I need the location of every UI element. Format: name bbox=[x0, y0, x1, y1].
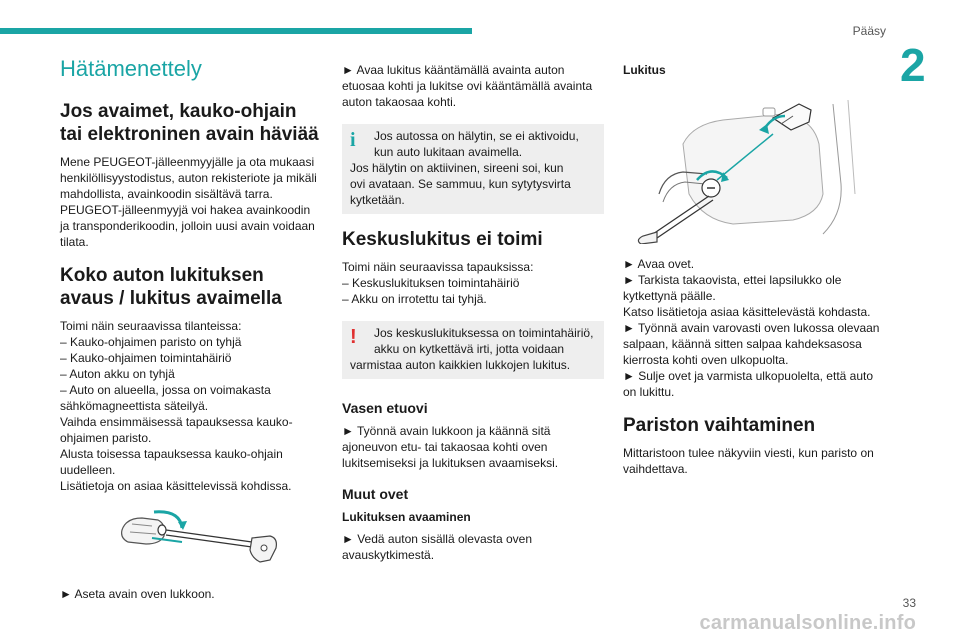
info-icon: i bbox=[350, 129, 356, 151]
key-in-lock-illustration bbox=[112, 508, 282, 568]
text-line: ► Sulje ovet ja varmista ulkopuolelta, että auto bbox=[623, 369, 874, 383]
heading-battery-replacement: Pariston vaihtaminen bbox=[623, 415, 816, 436]
text-line: ► Työnnä avain lukkoon ja käännä sitä bbox=[342, 424, 551, 438]
text-line: avauskytkimestä. bbox=[342, 548, 435, 562]
text-line: etuosaa kohti ja lukitse ovi kääntämällä avainta bbox=[342, 79, 593, 93]
text-line: Toimi näin seuraavissa tapauksissa: bbox=[342, 260, 534, 274]
text-line: ja transponderikoodin, jolloin uusi avain voidaan bbox=[60, 219, 315, 233]
unlocking-text bbox=[342, 531, 604, 563]
text-line: lukitsemiseksi ja lukituksen avaamiseksi. bbox=[342, 456, 559, 470]
section-name: Pääsy bbox=[852, 24, 886, 38]
note-line: kytketään. bbox=[350, 193, 405, 207]
text-line: kytkettynä päälle. bbox=[623, 289, 716, 303]
text-line: – Auton akku on tyhjä bbox=[60, 367, 175, 381]
text-line: ajoneuvon etu- tai takaosaa kohti oven bbox=[342, 440, 548, 454]
text-line: auton takaosaa kohti. bbox=[342, 95, 457, 109]
heading-unlocking: Lukituksen avaaminen bbox=[342, 510, 471, 524]
note-line: kun auto lukitaan avaimella. bbox=[374, 145, 523, 159]
text-line: sähkömagneettista säteilyä. bbox=[60, 399, 209, 413]
heading-left-front-door: Vasen etuovi bbox=[342, 400, 428, 416]
text-line: ► Vedä auton sisällä olevasta oven bbox=[342, 532, 533, 546]
text-line: Mittaristoon tulee näkyviin viesti, kun paristo on bbox=[623, 446, 874, 460]
text-line: – Keskuslukituksen toimintahäiriö bbox=[342, 276, 520, 290]
column-2 bbox=[342, 62, 604, 577]
note-line: ovi avataan. Se sammuu, kun sytytysvirta bbox=[350, 177, 571, 191]
info-note bbox=[342, 124, 604, 214]
locking-text bbox=[623, 256, 885, 400]
column-1 bbox=[60, 56, 322, 616]
heading-key-unlock: Koko auton lukituksen avaus / lukitus avaimella bbox=[60, 265, 282, 309]
battery-text bbox=[623, 445, 885, 477]
text-line: Alusta toisessa tapauksessa kauko-ohjain bbox=[60, 447, 283, 461]
text-line: – Auto on alueella, jossa on voimakasta bbox=[60, 383, 271, 397]
text-line: ► Tarkista takaovista, ettei lapsilukko ole bbox=[623, 273, 842, 287]
text-line: mahdollista, avainkoodin sisältävä tarra. bbox=[60, 187, 273, 201]
text-line: – Akku on irrotettu tai tyhjä. bbox=[342, 292, 487, 306]
warning-note bbox=[342, 321, 604, 379]
note-line: akku on kytkettävä irti, jotta voidaan bbox=[374, 342, 565, 356]
central-locking-text bbox=[342, 259, 604, 307]
text-line: – Kauko-ohjaimen toimintahäiriö bbox=[60, 351, 232, 365]
note-line: Jos keskuslukituksessa on toimintahäiriö, bbox=[374, 326, 594, 340]
text-line: uudelleen. bbox=[60, 463, 116, 477]
text-line: Toimi näin seuraavissa tilanteissa: bbox=[60, 319, 242, 333]
key-unlock-text bbox=[60, 318, 322, 494]
text-line: henkilöllisyystodistus, auton rekisteriote ja mikäli bbox=[60, 171, 317, 185]
note-line: varmistaa auton kaikkien lukkojen lukitus. bbox=[350, 358, 571, 372]
text-line: salpaan, käännä sitten salpaa kahdeksasosa bbox=[623, 337, 862, 351]
text-line: kierrosta kohti oven ulkopuolta. bbox=[623, 353, 789, 367]
text-line: Vaihda ensimmäisessä tapauksessa kauko- bbox=[60, 415, 293, 429]
text-line: tilata. bbox=[60, 235, 89, 249]
lost-keys-text bbox=[60, 154, 322, 250]
heading-central-locking: Keskuslukitus ei toimi bbox=[342, 229, 543, 250]
turn-key-text bbox=[342, 62, 604, 110]
step-insert-key: ► Aseta avain oven lukkoon. bbox=[60, 587, 215, 601]
watermark: carmanualsonline.info bbox=[699, 612, 916, 634]
text-line: ohjaimen paristo. bbox=[60, 431, 152, 445]
header-accent-bar bbox=[0, 28, 472, 34]
text-line: – Kauko-ohjaimen paristo on tyhjä bbox=[60, 335, 242, 349]
text-line: on lukittu. bbox=[623, 385, 675, 399]
note-line: Jos hälytin on aktiivinen, sireeni soi, kun bbox=[350, 161, 564, 175]
door-latch-illustration bbox=[623, 84, 885, 244]
page-title: Hätämenettely bbox=[60, 56, 202, 81]
column-3 bbox=[623, 62, 885, 491]
text-line: ► Avaa lukitus kääntämällä avainta auton bbox=[342, 63, 565, 77]
text-line: Katso lisätietoja asiaa käsittelevästä kohdasta. bbox=[623, 305, 871, 319]
heading-other-doors: Muut ovet bbox=[342, 486, 409, 502]
warning-icon: ! bbox=[350, 326, 357, 348]
heading-lost-keys: Jos avaimet, kauko-ohjain tai elektroninen avain häviää bbox=[60, 101, 319, 145]
text-line: ► Avaa ovet. bbox=[623, 257, 695, 271]
text-line: Lisätietoja on asiaa käsittelevissä kohdissa. bbox=[60, 479, 292, 493]
note-line: Jos autossa on hälytin, se ei aktivoidu, bbox=[374, 129, 579, 143]
text-line: Mene PEUGEOT-jälleenmyyjälle ja ota mukaasi bbox=[60, 155, 315, 169]
text-line: vaihdettava. bbox=[623, 462, 688, 476]
heading-locking: Lukitus bbox=[623, 63, 666, 77]
chapter-number: 2 bbox=[900, 39, 926, 91]
page-number: 33 bbox=[902, 596, 916, 610]
left-door-text bbox=[342, 423, 604, 471]
text-line: PEUGEOT-jälleenmyyjä voi hakea avainkoodin bbox=[60, 203, 311, 217]
text-line: ► Työnnä avain varovasti oven lukossa olevaan bbox=[623, 321, 880, 335]
